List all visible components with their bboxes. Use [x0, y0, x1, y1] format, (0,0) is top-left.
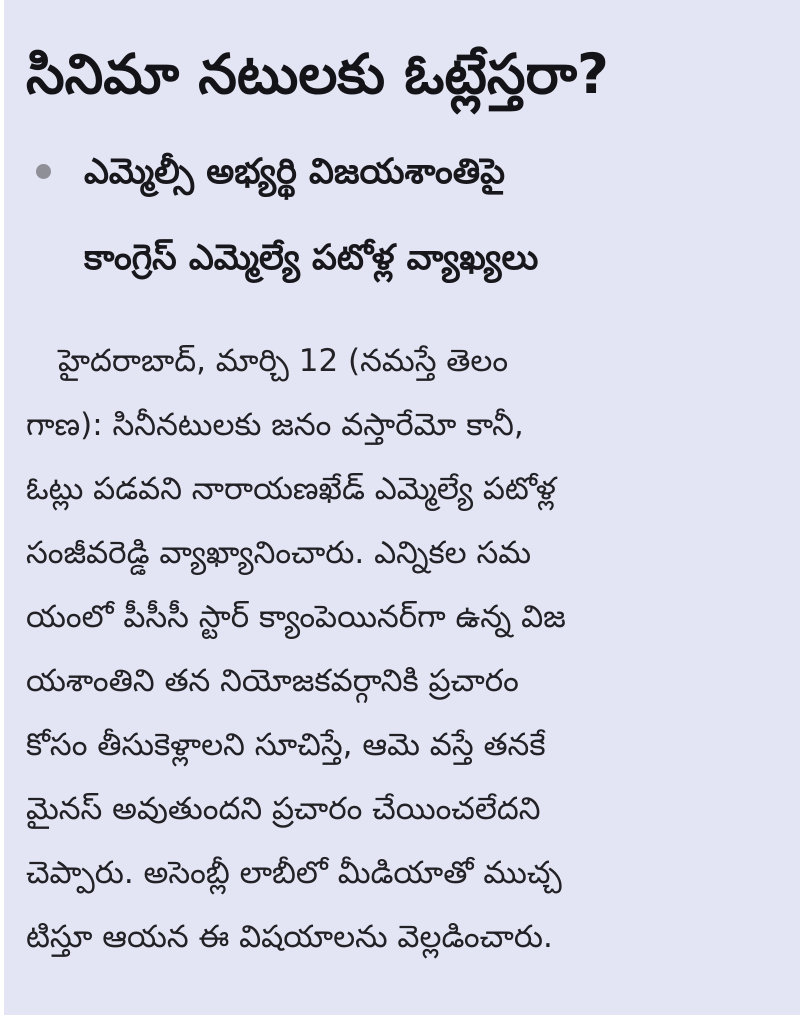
body-line: టిస్తూ ఆయన ఈ విషయాలను వెల్లడించారు. [26, 919, 553, 955]
body-line: యంలో పీసీసీ స్టార్ క్యాంపెయినర్‌గా ఉన్న విజ [26, 599, 566, 635]
subheadline-line: ఎమ్మెల్సీ అభ్యర్థి విజయశాంతిపై [84, 152, 505, 192]
body-line: ఓట్లు పడవని నారాయణఖేడ్ ఎమ్మెల్యే పటోళ్ల [26, 471, 556, 507]
body-line: గాణ): సినీనటులకు జనం వస్తారేమో కానీ, [26, 407, 524, 443]
body-line: కోసం తీసుకెళ్లాలని సూచిస్తే, ఆమె వస్తే తనకే [26, 727, 546, 763]
body-line: సంజీవరెడ్డి వ్యాఖ్యానించారు. ఎన్నికల సమ [26, 535, 532, 571]
body-line: హైదరాబాద్, మార్చి 12 (నమస్తే తెలం [58, 343, 509, 379]
bullet-icon [36, 164, 51, 179]
body-line: యశాంతిని తన నియోజకవర్గానికి ప్రచారం [26, 663, 519, 699]
body-line: చెప్పారు. అసెంబ్లీ లాబీలో మీడియాతో ముచ్చ [26, 855, 562, 891]
left-border [0, 0, 4, 1015]
subheadline-line: కాంగ్రెస్ ఎమ్మెల్యే పటోళ్ల వ్యాఖ్యలు [84, 238, 539, 278]
headline: సినిమా నటులకు ఓట్లేస్తరా? [26, 42, 609, 106]
body-line: మైనస్ అవుతుందని ప్రచారం చేయించలేదని [26, 791, 541, 827]
